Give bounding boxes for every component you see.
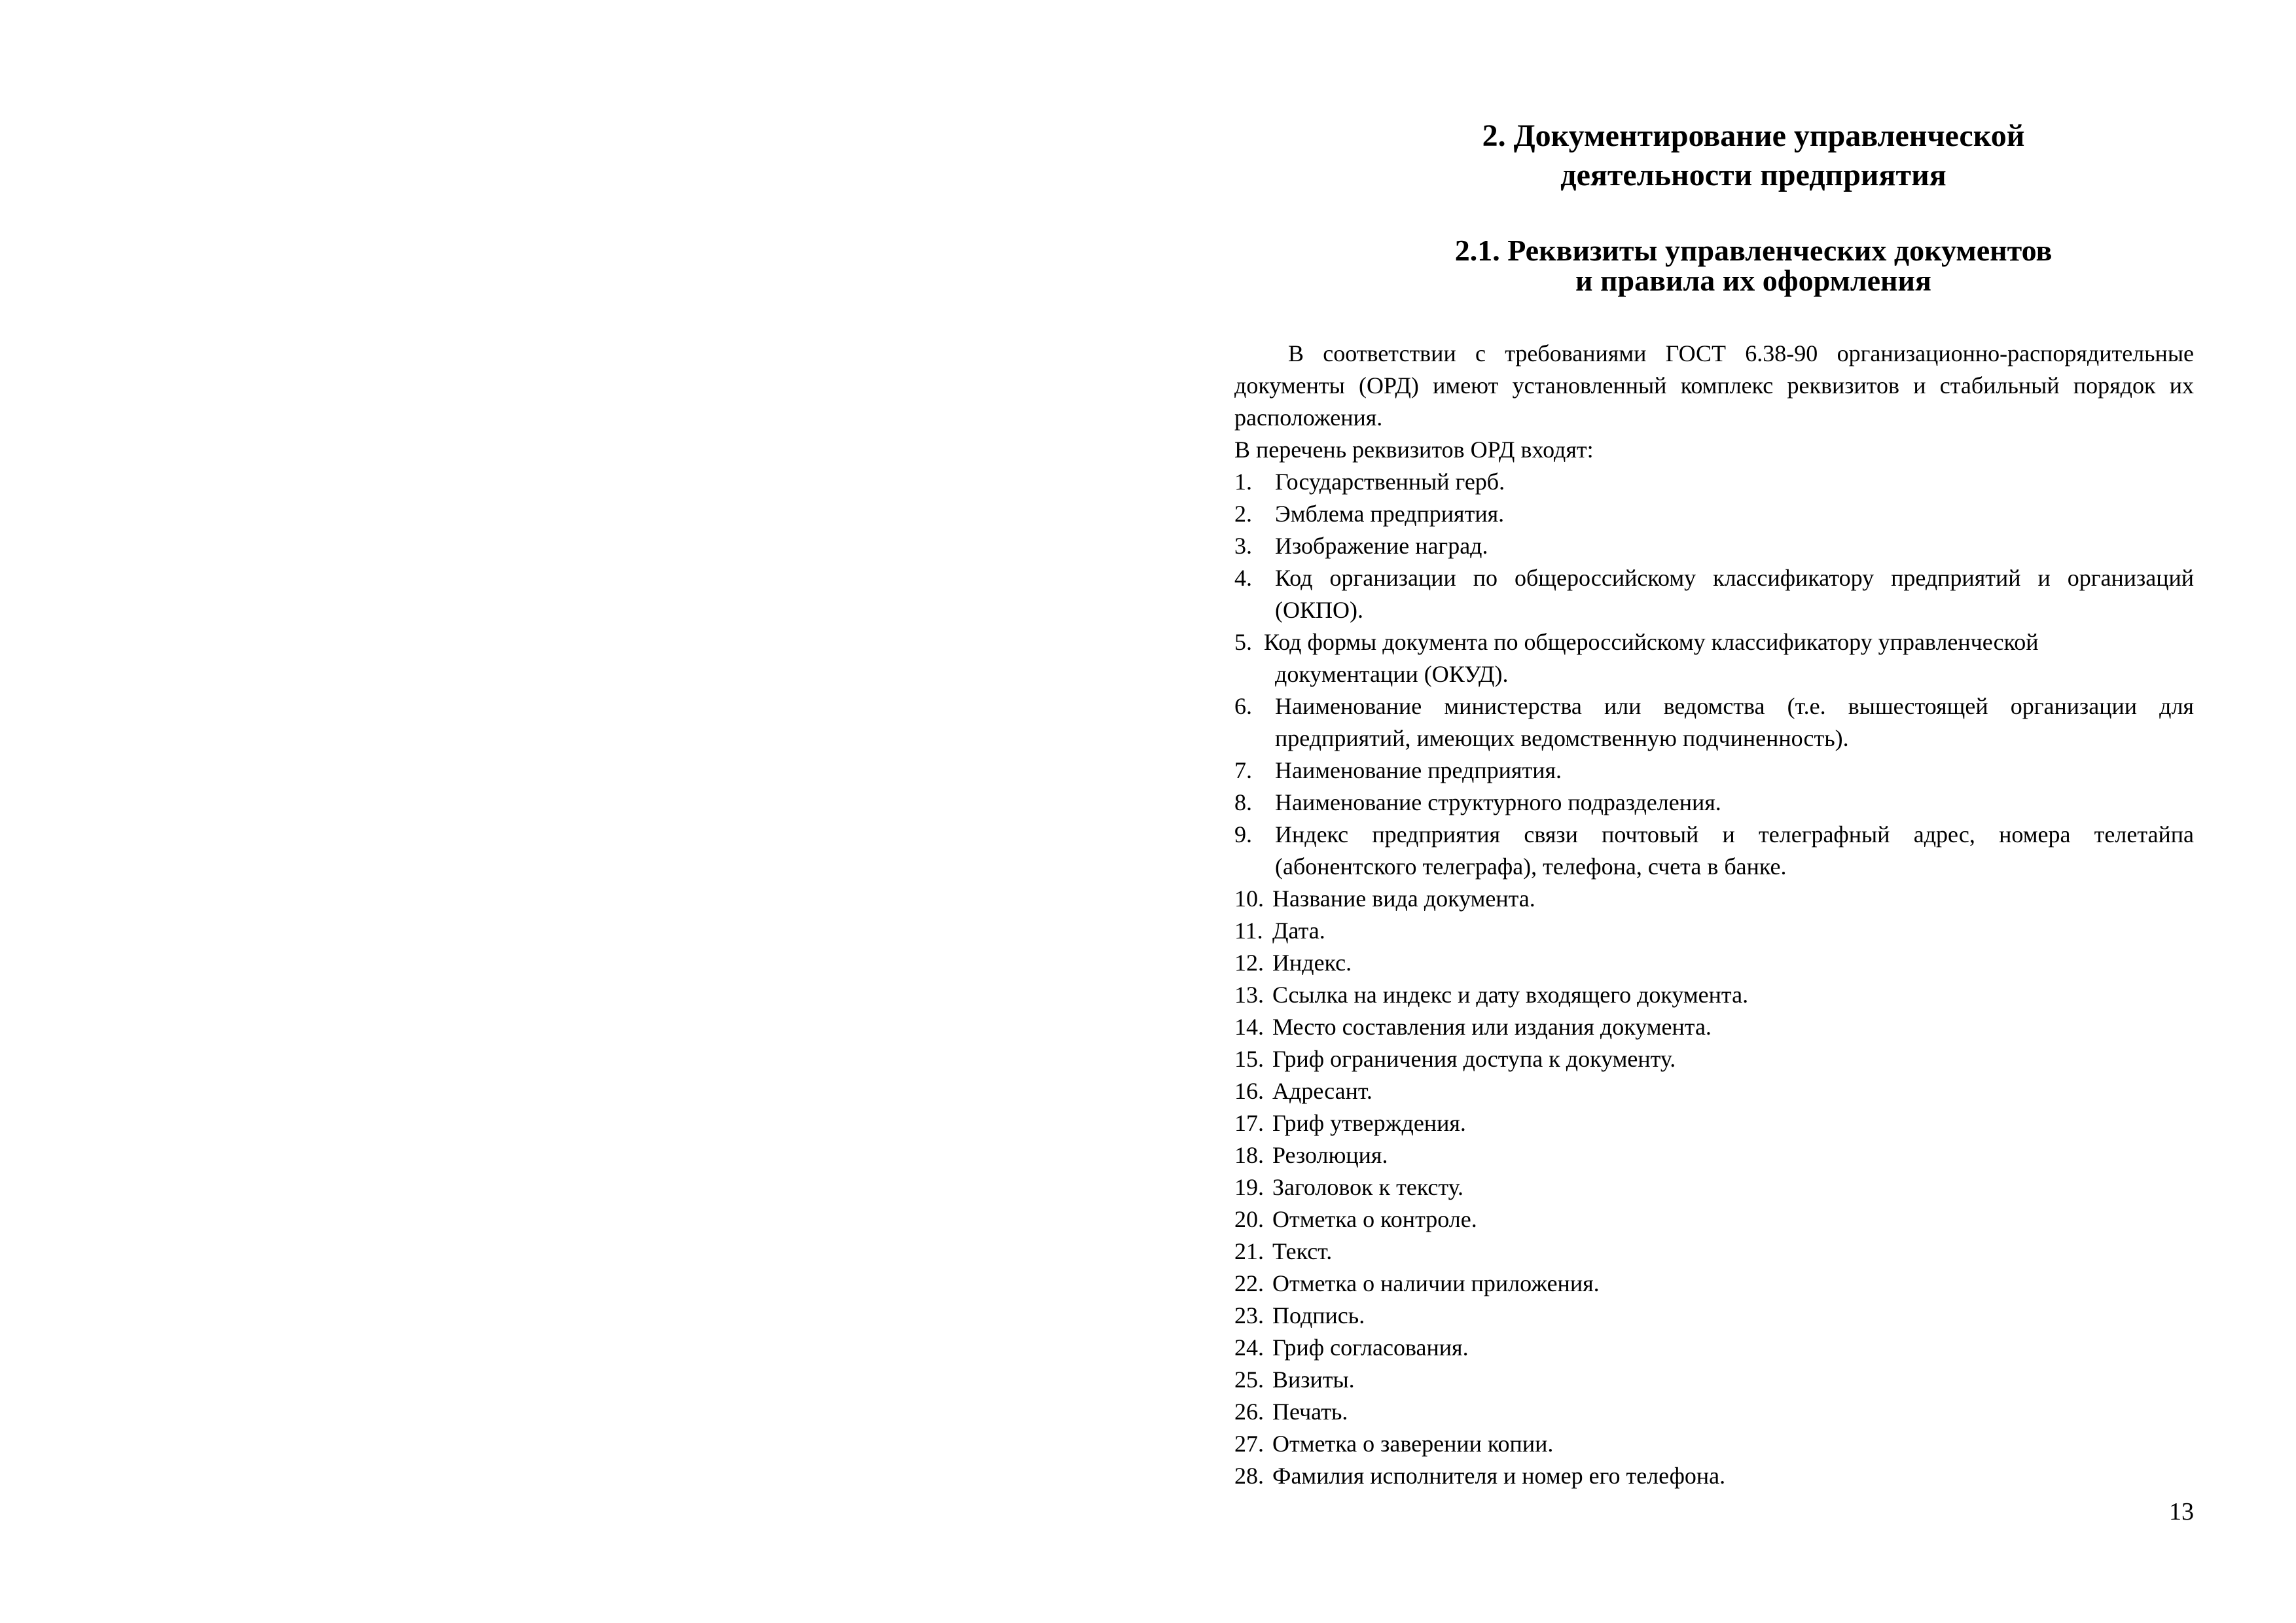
page-content: [1234, 116, 2194, 1492]
list-item-text: Заголовок к тексту.: [1272, 1174, 1464, 1200]
list-item: [1234, 530, 2194, 562]
list-item: [1234, 819, 2194, 883]
list-item: [1234, 947, 2194, 979]
requisites-list: [1234, 466, 2194, 1492]
list-item-text: Наименование министерства или ведомства (т.е. вышестоящей организации для предприятий, имеющих ведомственную подчиненность).: [1275, 693, 2194, 751]
list-item: [1234, 883, 2194, 915]
list-item-number: 17.: [1234, 1110, 1264, 1136]
list-item: [1234, 690, 2194, 755]
list-item: [1234, 1300, 2194, 1332]
list-item-number: 1.: [1234, 469, 1252, 495]
list-lead: В перечень реквизитов ОРД входят:: [1234, 437, 1594, 463]
section-title-line-1: 2.1. Реквизиты управленческих документов: [1454, 234, 2053, 267]
list-item-number: 10.: [1234, 885, 1264, 912]
list-item-text: Наименование структурного подразделения.: [1275, 789, 1721, 815]
chapter-title-line-2: деятельности предприятия: [1560, 158, 1946, 192]
list-item-number: 12.: [1234, 950, 1264, 976]
list-item-number: 27.: [1234, 1431, 1264, 1457]
page-number: 13: [2169, 1498, 2194, 1525]
list-item-text: Визиты.: [1272, 1366, 1355, 1393]
chapter-title: [1313, 116, 2194, 195]
list-item: [1234, 1075, 2194, 1107]
list-item-continuation: документации (ОКУД).: [1275, 661, 1509, 687]
list-item-text: Отметка о заверении копии.: [1272, 1431, 1554, 1457]
list-item-number: 9.: [1234, 821, 1252, 847]
list-item-text: Наименование предприятия.: [1275, 757, 1562, 783]
list-item: [1234, 1011, 2194, 1043]
list-item-text: Отметка о наличии приложения.: [1272, 1270, 1600, 1296]
list-item-text: Государственный герб.: [1275, 469, 1505, 495]
list-item-text: Гриф ограничения доступа к документу.: [1272, 1046, 1676, 1072]
list-item-number: 13.: [1234, 982, 1264, 1008]
list-item: [1234, 1236, 2194, 1268]
list-item-text: Гриф утверждения.: [1272, 1110, 1466, 1136]
list-item: [1234, 1364, 2194, 1396]
list-item-number: 8.: [1234, 789, 1252, 815]
list-item-number: 16.: [1234, 1078, 1264, 1104]
list-item: [1234, 1107, 2194, 1139]
section-title-line-2: и правила их оформления: [1575, 264, 1931, 297]
list-item-number: 4.: [1234, 565, 1252, 591]
list-item: [1234, 1171, 2194, 1204]
list-item-number: 15.: [1234, 1046, 1264, 1072]
list-item-text: Отметка о контроле.: [1272, 1206, 1477, 1232]
list-item-text: Адресант.: [1272, 1078, 1372, 1104]
list-item: [1234, 1460, 2194, 1492]
list-item-text: Изображение наград.: [1275, 533, 1488, 559]
list-item-text: Фамилия исполнителя и номер его телефона.: [1272, 1463, 1726, 1489]
list-item: [1234, 466, 2194, 498]
chapter-title-line-1: 2. Документирование управленческой: [1482, 118, 2025, 153]
list-item: [1234, 1396, 2194, 1428]
body-text: [1234, 338, 2194, 1492]
list-item: [1234, 1268, 2194, 1300]
list-item-number: 19.: [1234, 1174, 1264, 1200]
list-item-number: 20.: [1234, 1206, 1264, 1232]
list-item-number: 28.: [1234, 1463, 1264, 1489]
list-item-text: Код формы документа по общероссийскому классификатору управленческой: [1264, 629, 2039, 655]
list-item: [1234, 626, 2194, 690]
list-item: [1234, 979, 2194, 1011]
list-item-number: 21.: [1234, 1238, 1264, 1264]
list-item-text: Подпись.: [1272, 1302, 1365, 1329]
list-item-number: 6.: [1234, 693, 1252, 719]
list-item-number: 23.: [1234, 1302, 1264, 1329]
list-item-text: Текст.: [1272, 1238, 1333, 1264]
list-item-number: 11.: [1234, 918, 1263, 944]
list-item-text: Гриф согласования.: [1272, 1334, 1469, 1361]
list-item: [1234, 498, 2194, 530]
list-item: [1234, 1428, 2194, 1460]
intro-paragraph: В соответствии с требованиями ГОСТ 6.38-90 организационно-распорядительные документы (ОРД) имеют установленный комплекс реквизитов и стабильный порядок их расположения.: [1234, 340, 2194, 431]
list-item-number: 22.: [1234, 1270, 1264, 1296]
list-item-number: 14.: [1234, 1014, 1264, 1040]
list-item-number: 25.: [1234, 1366, 1264, 1393]
list-item-text: Место составления или издания документа.: [1272, 1014, 1712, 1040]
list-item-text: Резолюция.: [1272, 1142, 1388, 1168]
list-item: [1234, 1139, 2194, 1171]
list-item: [1234, 755, 2194, 787]
list-item-number: 18.: [1234, 1142, 1264, 1168]
list-item-number: 5.: [1234, 629, 1252, 655]
list-item-number: 2.: [1234, 501, 1252, 527]
list-item: [1234, 915, 2194, 947]
list-item: [1234, 1204, 2194, 1236]
list-item-text: Индекс.: [1272, 950, 1352, 976]
list-item-text: Дата.: [1272, 918, 1325, 944]
list-item-number: 3.: [1234, 533, 1252, 559]
list-item-text: Ссылка на индекс и дату входящего документа.: [1272, 982, 1749, 1008]
list-item-text: Индекс предприятия связи почтовый и телеграфный адрес, номера телетайпа (абонентского телеграфа), телефона, счета в банке.: [1275, 821, 2194, 880]
section-title: [1313, 236, 2194, 296]
list-item: [1234, 787, 2194, 819]
list-item-number: 24.: [1234, 1334, 1264, 1361]
list-item: [1234, 562, 2194, 626]
list-item-text: Печать.: [1272, 1399, 1348, 1425]
list-item: [1234, 1043, 2194, 1075]
list-item-text: Эмблема предприятия.: [1275, 501, 1505, 527]
list-item: [1234, 1332, 2194, 1364]
list-item-text: Название вида документа.: [1272, 885, 1535, 912]
list-item-number: 7.: [1234, 757, 1252, 783]
list-item-text: Код организации по общероссийскому классификатору предприятий и организаций (ОКПО).: [1275, 565, 2194, 623]
list-item-number: 26.: [1234, 1399, 1264, 1425]
